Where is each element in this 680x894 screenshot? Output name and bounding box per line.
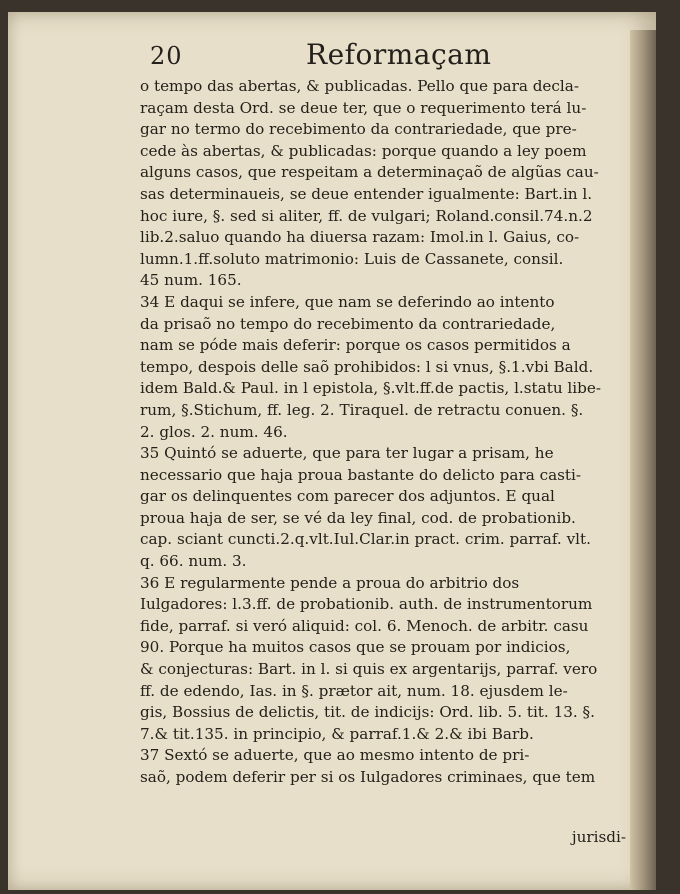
paragraph-36 <box>140 573 630 746</box>
text-line: cede às abertas, & publicadas: porque quando a ley poem <box>140 141 587 160</box>
text-line: sas determinaueis, se deue entender igualmente: Bart.in l. <box>140 184 593 203</box>
text-line: hoc iure, §. sed si aliter, ff. de vulgari; Roland.consil.74.n.2 <box>140 206 593 225</box>
text-line: gar no termo do recebimento da contrariedade, que pre- <box>140 120 577 139</box>
text-line: 36 E regularmente pende a proua do arbitrio dos <box>140 573 520 592</box>
text-line: da prisaõ no tempo do recebimento da contrariedade, <box>140 314 556 333</box>
text-line: cap. sciant cuncti.2.q.vlt.Iul.Clar.in pract. crim. parraf. vlt. <box>140 530 591 549</box>
text-line: 35 Quintó se aduerte, que para ter lugar a prisam, he <box>140 444 554 463</box>
text-line: 45 num. 165. <box>140 271 242 290</box>
text-line: fide, parraf. si veró aliquid: col. 6. Menoch. de arbitr. casu <box>140 616 589 635</box>
text-line: tempo, despois delle saõ prohibidos: l si vnus, §.1.vbi Bald. <box>140 357 594 376</box>
text-line: 34 E daqui se infere, que nam se deferindo ao intento <box>140 292 555 311</box>
text-line: idem Bald.& Paul. in l epistola, §.vlt.ff.de pactis, l.statu libe- <box>140 379 601 398</box>
text-line: gis, Bossius de delictis, tit. de indicijs: Ord. lib. 5. tit. 13. §. <box>140 703 595 722</box>
page-edge <box>630 30 656 890</box>
text-line: Iulgadores: l.3.ff. de probationib. auth. de instrumentorum <box>140 595 593 614</box>
text-line: 37 Sextó se aduerte, que ao mesmo intento de pri- <box>140 746 530 765</box>
text-line: rum, §.Stichum, ff. leg. 2. Tiraquel. de retractu conuen. §. <box>140 400 584 419</box>
text-line: 2. glos. 2. num. 46. <box>140 422 288 441</box>
text-line: raçam desta Ord. se deue ter, que o requerimento terá lu- <box>140 98 587 117</box>
text-block <box>140 38 630 789</box>
running-head <box>140 38 630 76</box>
text-line: ff. de edendo, Ias. in §. prætor ait, num. 18. ejusdem le- <box>140 681 568 700</box>
paragraph-continuation <box>140 76 630 292</box>
text-line: proua haja de ser, se vé da ley final, cod. de probationib. <box>140 508 576 527</box>
text-line: 7.& tit.135. in principio, & parraf.1.& 2.& ibi Barb. <box>140 724 534 743</box>
page-title: Reformaçam <box>306 38 492 71</box>
text-line: o tempo das abertas, & publicadas. Pello que para decla- <box>140 77 579 95</box>
paragraph-37 <box>140 745 630 788</box>
text-line: lumn.1.ff.soluto matrimonio: Luis de Cassanete, consil. <box>140 249 564 268</box>
text-line: q. 66. num. 3. <box>140 552 247 571</box>
page-number: 20 <box>150 42 183 70</box>
text-line: gar os delinquentes com parecer dos adjuntos. E qual <box>140 487 555 506</box>
text-line: 90. Porque ha muitos casos que se prouam por indicios, <box>140 638 571 657</box>
text-line: saõ, podem deferir per si os Iulgadores criminaes, que tem <box>140 768 596 786</box>
text-line: lib.2.saluo quando ha diuersa razam: Imol.in l. Gaius, co- <box>140 228 580 247</box>
paragraph-34 <box>140 292 630 443</box>
catchword: jurisdi- <box>571 828 626 846</box>
text-line: necessario que haja proua bastante do delicto para casti- <box>140 465 582 484</box>
paragraph-35 <box>140 443 630 573</box>
text-line: nam se póde mais deferir: porque os casos permitidos a <box>140 336 571 355</box>
text-line: alguns casos, que respeitam a determinaçaõ de algũas cau- <box>140 163 599 182</box>
text-line: & conjecturas: Bart. in l. si quis ex argentarijs, parraf. vero <box>140 660 598 679</box>
